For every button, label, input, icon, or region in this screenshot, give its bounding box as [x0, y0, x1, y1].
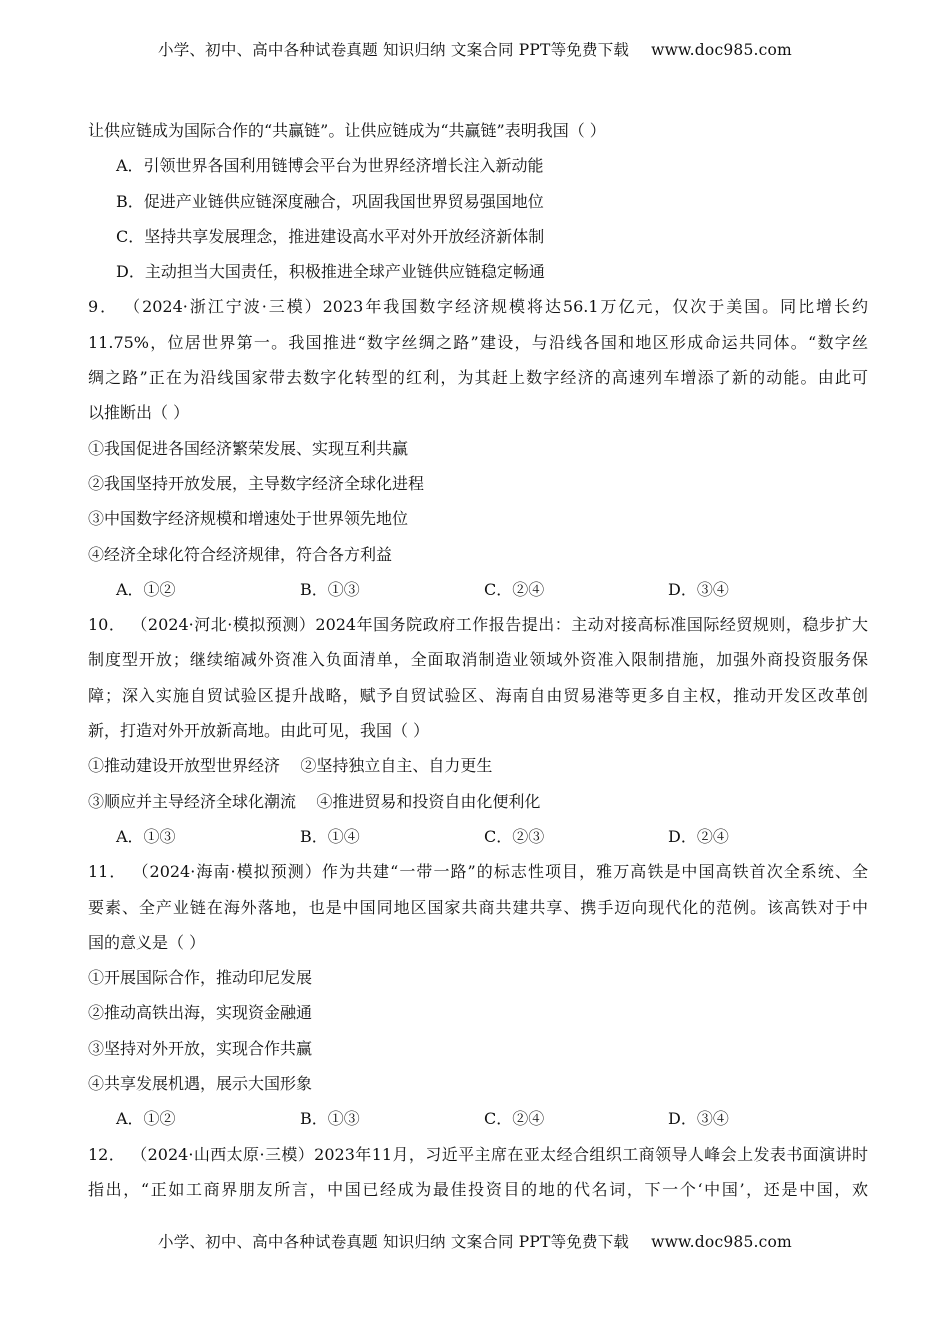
question-11-statement: ②推动高铁出海，实现资金融通 — [88, 1003, 313, 1023]
question-9-stem-line: 11.75%，位居世界第一。我国推进“数字丝绸之路”建设，与沿线各国和地区形成命运共同体。“数字丝 — [88, 332, 868, 352]
footer-url[interactable]: www.doc985.com — [651, 1233, 792, 1251]
question-9-statement: ④经济全球化符合经济规律，符合各方利益 — [88, 544, 393, 564]
question-9-stem-line: 9． （2024·浙江宁波·三模）2023年我国数字经济规模将达56.1万亿元，仅次于美国。同比增长约 — [88, 297, 868, 317]
question-8-stem: 让供应链成为国际合作的“共赢链”。让供应链成为“共赢链”表明我国（ ） — [88, 121, 606, 140]
question-9-statement: ②我国坚持开放发展，主导数字经济全球化进程 — [88, 473, 425, 493]
question-11-choice-b[interactable]: B．①③ — [300, 1109, 360, 1129]
question-10-stem-line: 10． （2024·河北·模拟预测）2024年国务院政府工作报告提出：主动对接高标准国际经贸规则，稳步扩大 — [88, 615, 868, 635]
question-9-choice-b[interactable]: B．①③ — [300, 579, 360, 599]
question-11-statement: ①开展国际合作，推动印尼发展 — [88, 968, 313, 988]
question-10-choice-a[interactable]: A．①③ — [116, 826, 176, 846]
question-11-choice-c[interactable]: C．②④ — [484, 1109, 545, 1129]
question-9-statement: ①我国促进各国经济繁荣发展、实现互利共赢 — [88, 438, 409, 458]
question-9-number: 9． — [88, 297, 119, 317]
question-10-choices — [88, 819, 868, 854]
question-10 — [88, 607, 868, 854]
question-10-choice-c[interactable]: C．②③ — [484, 826, 545, 846]
question-10-number: 10． — [88, 615, 126, 635]
question-10-choice-d[interactable]: D．②④ — [668, 826, 729, 846]
question-10-stem-line: 制度型开放；继续缩减外资准入负面清单，全面取消制造业领域外资准入限制措施，加强外商投资服务保 — [88, 650, 868, 670]
question-8 — [88, 113, 868, 289]
question-10-statement: ③顺应并主导经济全球化潮流 ④推进贸易和投资自由化便利化 — [88, 791, 541, 811]
question-11 — [88, 854, 868, 1136]
footer-text: 小学、初中、高中各种试卷真题 知识归纳 文案合同 PPT等免费下载 — [158, 1233, 630, 1251]
question-8-option-b[interactable]: B．促进产业链供应链深度融合，巩固我国世界贸易强国地位 — [116, 191, 544, 211]
question-9-stem-line: 以推断出（ ） — [88, 403, 190, 423]
question-11-choice-a[interactable]: A．①② — [116, 1109, 176, 1129]
question-9-choice-c[interactable]: C．②④ — [484, 579, 545, 599]
exam-content — [88, 113, 868, 1207]
question-11-statement: ③坚持对外开放，实现合作共赢 — [88, 1038, 313, 1058]
question-10-stem-line: 障；深入实施自贸试验区提升战略，赋予自贸试验区、海南自由贸易港等更多自主权，推动开发区改革创 — [88, 685, 868, 705]
question-9-choice-d[interactable]: D．③④ — [668, 579, 729, 599]
question-9-choices — [88, 572, 868, 607]
question-10-choice-b[interactable]: B．①④ — [300, 826, 360, 846]
question-11-choices — [88, 1101, 868, 1136]
question-11-statement: ④共享发展机遇，展示大国形象 — [88, 1074, 313, 1094]
question-12 — [88, 1137, 868, 1208]
question-10-stem-line: 新，打造对外开放新高地。由此可见，我国（ ） — [88, 721, 430, 741]
page-footer — [0, 1230, 950, 1252]
question-10-statement: ①推动建设开放型世界经济 ②坚持独立自主、自力更生 — [88, 756, 493, 776]
header-url[interactable]: www.doc985.com — [651, 41, 792, 59]
question-11-stem-line: 国的意义是（ ） — [88, 932, 206, 952]
question-12-stem-line: 12． （2024·山西太原·三模）2023年11月，习近平主席在亚太经合组织工商领导人峰会上发表书面演讲时 — [88, 1144, 868, 1164]
question-9-choice-a[interactable]: A．①② — [116, 579, 176, 599]
question-8-option-a[interactable]: A．引领世界各国利用链博会平台为世界经济增长注入新动能 — [116, 156, 544, 176]
question-9-stem-line: 绸之路”正在为沿线国家带去数字化转型的红利，为其赶上数字经济的高速列车增添了新的动能。由此可 — [88, 368, 868, 388]
question-9-statement: ③中国数字经济规模和增速处于世界领先地位 — [88, 509, 409, 529]
question-11-number: 11． — [88, 862, 127, 882]
question-8-option-d[interactable]: D．主动担当大国责任，积极推进全球产业链供应链稳定畅通 — [116, 262, 545, 282]
question-11-stem-line: 要素、全产业链在海外落地，也是中国同地区国家共商共建共享、携手迈向现代化的范例。该高铁对于中 — [88, 897, 868, 917]
question-9 — [88, 289, 868, 607]
page-header — [0, 38, 950, 60]
question-11-stem-line: 11． （2024·海南·模拟预测）作为共建“一带一路”的标志性项目，雅万高铁是中国高铁首次全系统、全 — [88, 862, 868, 882]
question-12-stem-line: 指出，“正如工商界朋友所言，中国已经成为最佳投资目的地的代名词，下一个‘中国’，还是中国，欢 — [88, 1179, 868, 1199]
question-8-option-c[interactable]: C．坚持共享发展理念，推进建设高水平对外开放经济新体制 — [116, 226, 545, 246]
question-11-choice-d[interactable]: D．③④ — [668, 1109, 729, 1129]
question-12-number: 12． — [88, 1144, 126, 1164]
header-text: 小学、初中、高中各种试卷真题 知识归纳 文案合同 PPT等免费下载 — [158, 41, 630, 59]
